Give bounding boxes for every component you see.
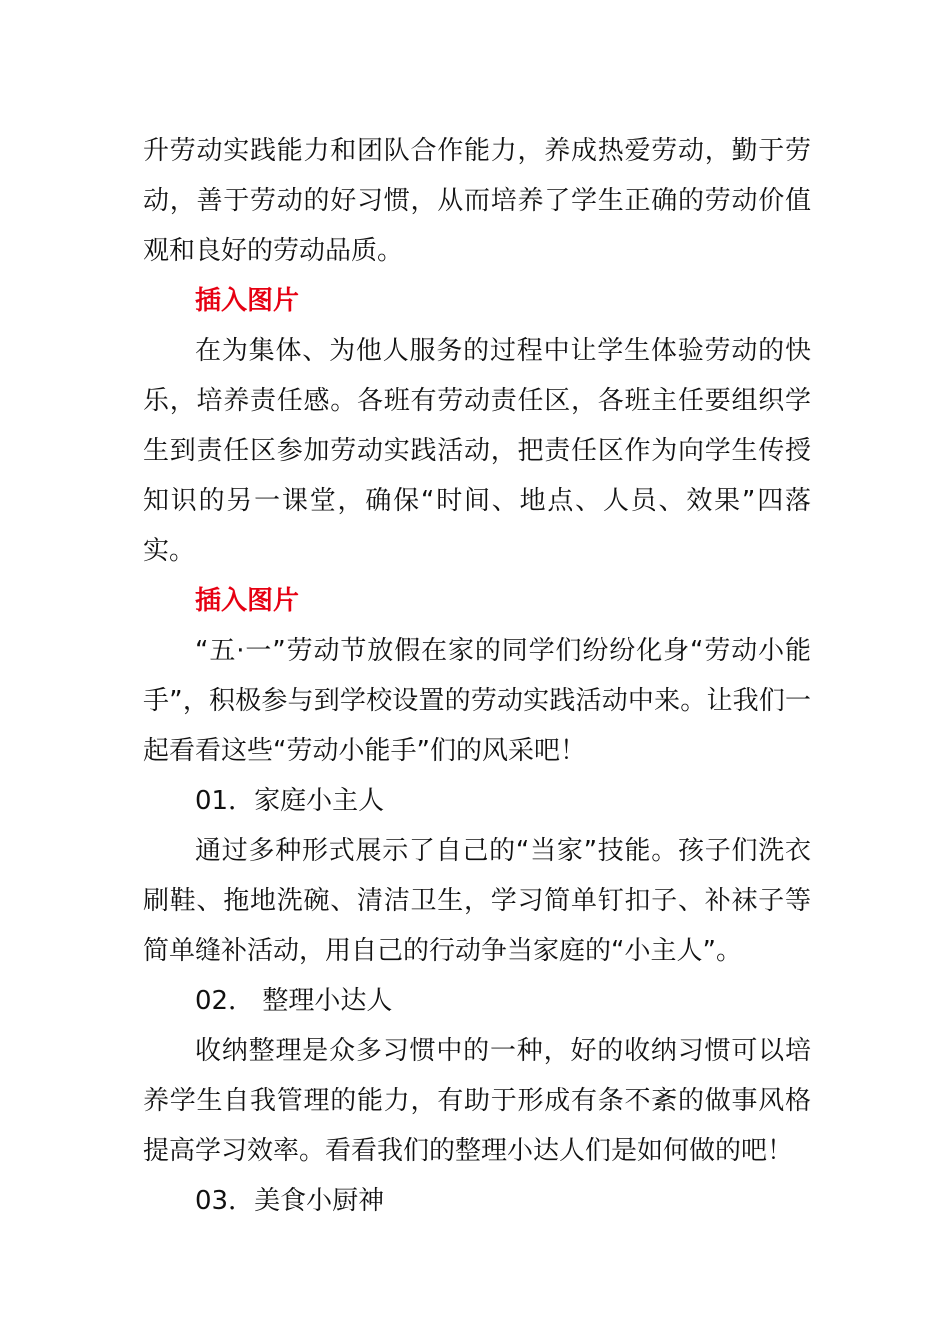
section-heading-organizing-expert: 02． 整理小达人: [195, 986, 393, 1016]
section-heading-home-host: 01．家庭小主人: [195, 786, 385, 816]
insert-image-marker: 插入图片: [195, 586, 300, 616]
paragraph-may-day-labor: “五·一”劳动节放假在家的同学们纷纷化身“劳动小能手”，积极参与到学校设置的劳动实践活动中来。让我们一起看看这些“劳动小能手”们的风采吧！: [143, 636, 811, 766]
paragraph-continued-labor-practice: 升劳动实践能力和团队合作能力，养成热爱劳动，勤于劳动，善于劳动的好习惯，从而培养了学生正确的劳动价值观和良好的劳动品质。: [143, 136, 811, 266]
paragraph-organizing-habits: 收纳整理是众多习惯中的一种，好的收纳习惯可以培养学生自我管理的能力，有助于形成有条不紊的做事风格提高学习效率。看看我们的整理小达人们是如何做的吧！: [143, 1036, 811, 1166]
paragraph-home-skills: 通过多种形式展示了自己的“当家”技能。孩子们洗衣刷鞋、拖地洗碗、清洁卫生，学习简单钉扣子、补袜子等简单缝补活动，用自己的行动争当家庭的“小主人”。: [143, 836, 811, 966]
insert-image-marker: 插入图片: [195, 286, 300, 316]
document-body: [143, 126, 811, 1226]
paragraph-service-responsibility: 在为集体、为他人服务的过程中让学生体验劳动的快乐，培养责任感。各班有劳动责任区，各班主任要组织学生到责任区参加劳动实践活动，把责任区作为向学生传授知识的另一课堂，确保“时间、地点、人员、效果”四落实。: [143, 336, 811, 566]
section-heading-food-chef: 03．美食小厨神: [195, 1186, 385, 1216]
